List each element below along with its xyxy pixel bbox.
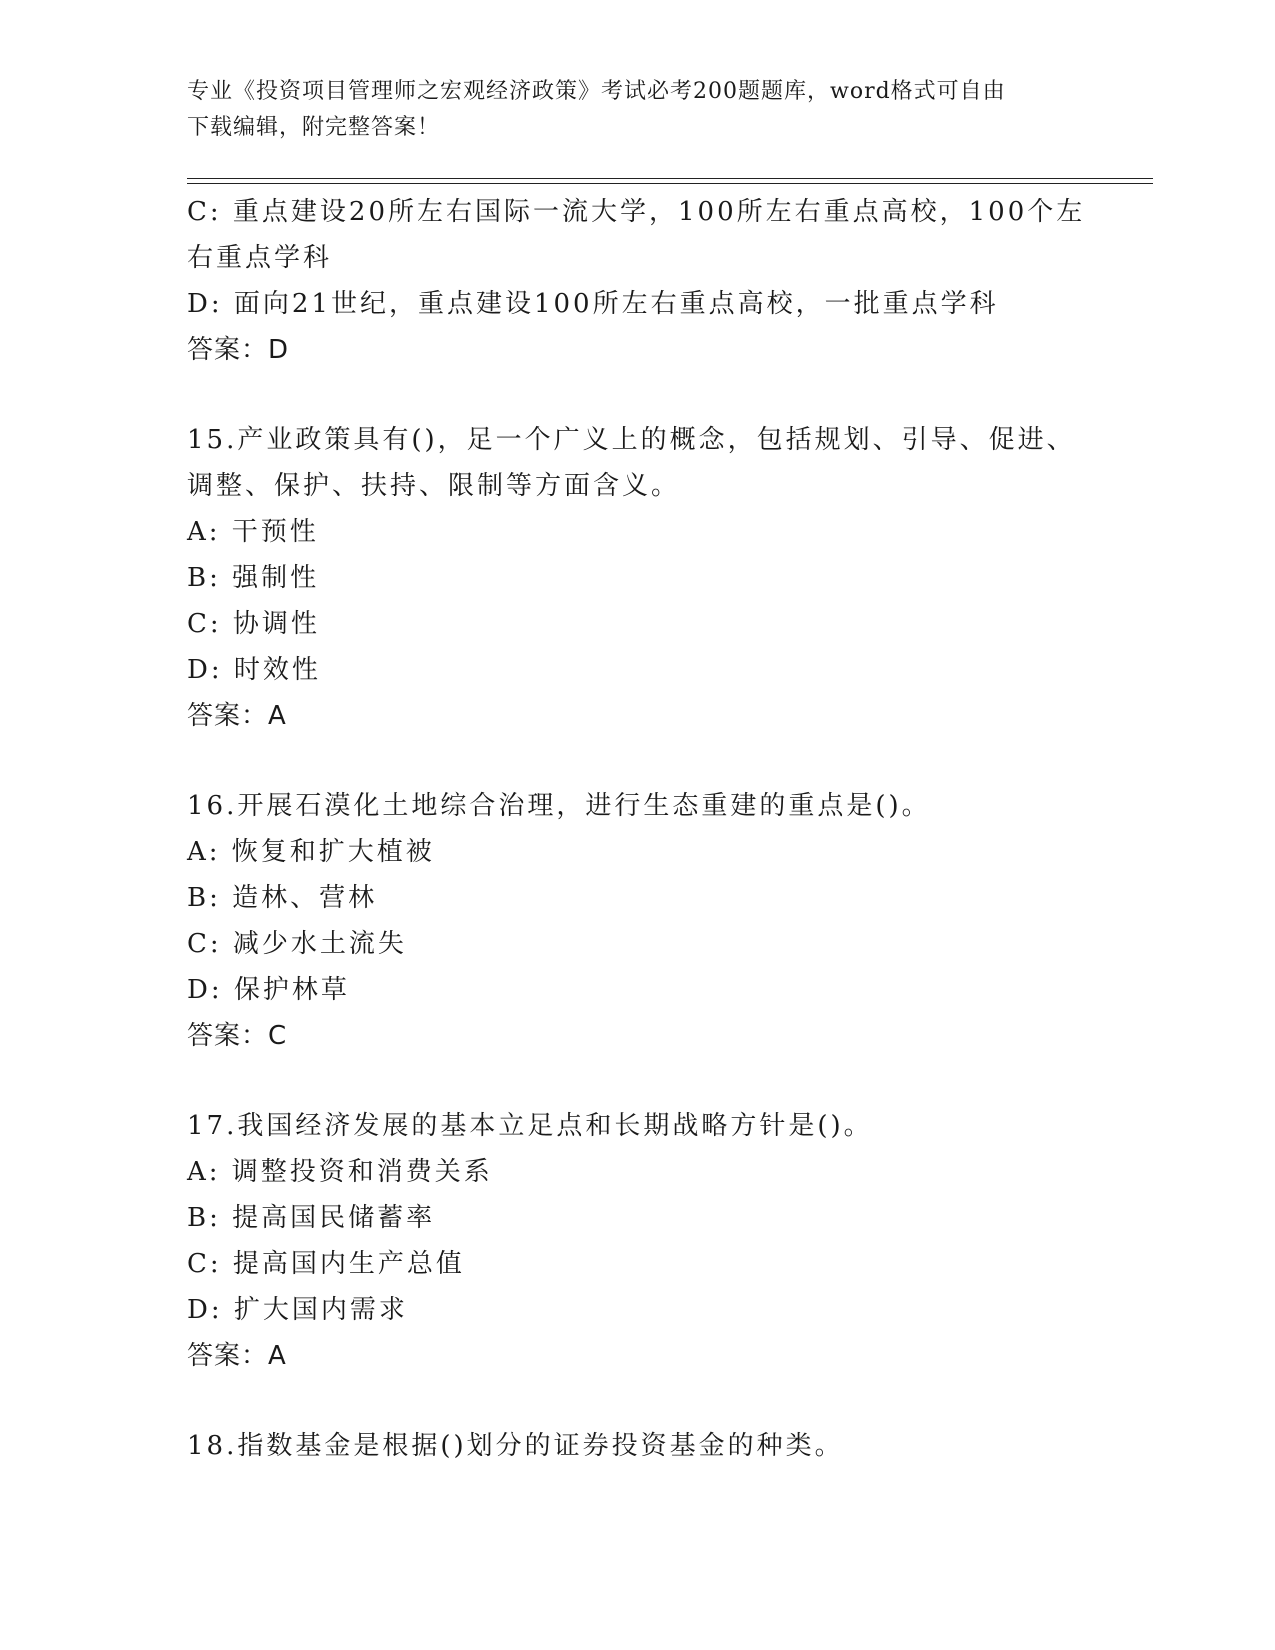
question-text-line-1: 15.产业政策具有()，足一个广义上的概念，包括规划、引导、促进、 bbox=[187, 425, 1076, 455]
option-c-line-2: 右重点学科 bbox=[187, 243, 333, 273]
option-b: B: 造林、营林 bbox=[187, 883, 378, 913]
option-a: A: 调整投资和消费关系 bbox=[187, 1157, 493, 1187]
question-text: 18.指数基金是根据()划分的证券投资基金的种类。 bbox=[187, 1431, 844, 1461]
answer: 答案：A bbox=[187, 1341, 287, 1371]
option-a: A: 恢复和扩大植被 bbox=[187, 837, 435, 867]
option-d: D: 扩大国内需求 bbox=[187, 1295, 408, 1325]
question-text-line-2: 调整、保护、扶持、限制等方面含义。 bbox=[187, 471, 681, 501]
document-header bbox=[187, 74, 1067, 146]
option-b: B: 提高国民储蓄率 bbox=[187, 1203, 436, 1233]
option-a: A: 干预性 bbox=[187, 517, 319, 547]
answer: 答案：A bbox=[187, 701, 287, 731]
header-line-2: 下载编辑，附完整答案！ bbox=[187, 115, 441, 140]
option-d: D: 保护林草 bbox=[187, 975, 350, 1005]
header-divider-bottom bbox=[187, 183, 1153, 184]
question-15 bbox=[187, 417, 1107, 739]
answer: 答案：C bbox=[187, 1021, 288, 1051]
option-d: D: 时效性 bbox=[187, 655, 321, 685]
question-text: 17.我国经济发展的基本立足点和长期战略方针是()。 bbox=[187, 1111, 873, 1141]
header-divider-top bbox=[187, 178, 1153, 179]
option-b: B: 强制性 bbox=[187, 563, 320, 593]
question-18 bbox=[187, 1423, 1107, 1469]
answer: 答案：D bbox=[187, 335, 290, 365]
option-c: C: 减少水土流失 bbox=[187, 929, 407, 959]
question-17 bbox=[187, 1103, 1107, 1379]
option-d: D: 面向21世纪，重点建设100所左右重点高校，一批重点学科 bbox=[187, 289, 999, 319]
document-body bbox=[187, 189, 1107, 1469]
question-text: 16.开展石漠化土地综合治理，进行生态重建的重点是()。 bbox=[187, 791, 931, 821]
header-line-1: 专业《投资项目管理师之宏观经济政策》考试必考200题题库，word格式可自由 bbox=[187, 79, 1006, 104]
question-14-continued bbox=[187, 189, 1107, 373]
option-c-line-1: C: 重点建设20所左右国际一流大学，100所左右重点高校，100个左 bbox=[187, 197, 1086, 227]
question-16 bbox=[187, 783, 1107, 1059]
option-c: C: 提高国内生产总值 bbox=[187, 1249, 465, 1279]
option-c: C: 协调性 bbox=[187, 609, 320, 639]
